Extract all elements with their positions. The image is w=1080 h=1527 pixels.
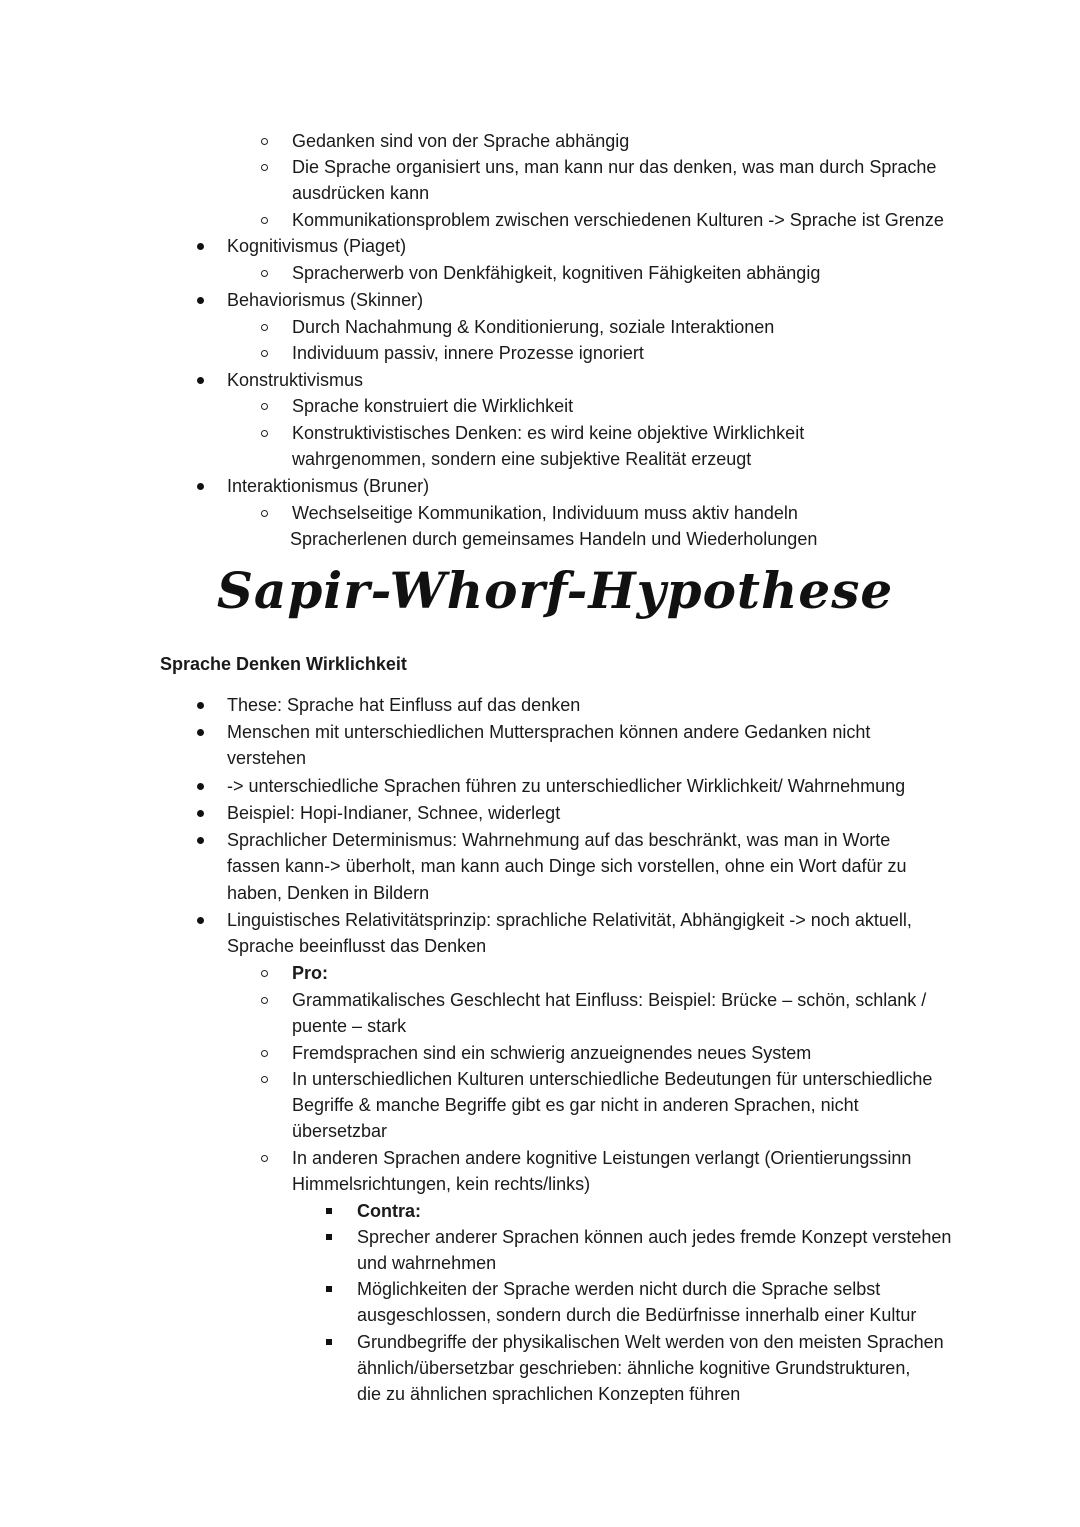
hypothesis-item: Sprachlicher Determinismus: Wahrnehmung auf das beschränkt, was man in Worte: [227, 830, 891, 850]
contra-point: Sprecher anderer Sprachen können auch jedes fremde Konzept verstehen: [357, 1227, 952, 1247]
sublist-item: Kommunikationsproblem zwischen verschiedenen Kulturen -> Sprache ist Grenze: [292, 210, 944, 230]
contra-point: Grundbegriffe der physikalischen Welt werden von den meisten Sprachen: [357, 1332, 944, 1352]
pro-point-cont: puente – stark: [292, 1016, 407, 1036]
hypothesis-item: These: Sprache hat Einfluss auf das denken: [227, 695, 581, 715]
theory-point: Individuum passiv, innere Prozesse ignoriert: [292, 343, 644, 363]
theory-title: Kognitivismus (Piaget): [227, 236, 407, 256]
contra-point-cont: ausgeschlossen, sondern durch die Bedürfnisse innerhalb einer Kultur: [357, 1305, 917, 1325]
sub-bullet: [261, 324, 268, 331]
sub-bullet: [261, 270, 268, 277]
sub-bullet: [261, 1076, 268, 1083]
hypothesis-item: Linguistisches Relativitätsprinzip: sprachliche Relativität, Abhängigkeit -> noch aktuell,: [227, 910, 912, 930]
pro-point: Fremdsprachen sind ein schwierig anzueignendes neues System: [292, 1043, 812, 1063]
theory-title: Interaktionismus (Bruner): [227, 476, 430, 496]
pro-label: Pro:: [292, 963, 328, 983]
contra-point-cont: die zu ähnlichen sprachlichen Konzepten führen: [357, 1384, 741, 1404]
hypothesis-item: Menschen mit unterschiedlichen Muttersprachen können andere Gedanken nicht: [227, 722, 871, 742]
square-bullet: [326, 1234, 332, 1240]
sub-bullet: [261, 217, 268, 224]
theory-title: Behaviorismus (Skinner): [227, 290, 424, 310]
sub-bullet: [261, 403, 268, 410]
theory-title: Konstruktivismus: [227, 370, 364, 390]
bullet: [197, 783, 204, 790]
sub-bullet: [261, 430, 268, 437]
hypothesis-item-cont: verstehen: [227, 748, 307, 768]
sublist-item: Die Sprache organisiert uns, man kann nur das denken, was man durch Sprache: [292, 157, 937, 177]
bullet: [197, 837, 204, 844]
pro-point: Grammatikalisches Geschlecht hat Einfluss: Beispiel: Brücke – schön, schlank /: [292, 990, 927, 1010]
hypothesis-item-cont: fassen kann-> überholt, man kann auch Dinge sich vorstellen, ohne ein Wort dafür zu: [227, 856, 907, 876]
theory-point: Sprache konstruiert die Wirklichkeit: [292, 396, 574, 416]
bullet: [197, 377, 204, 384]
contra-point-cont: ähnlich/übersetzbar geschrieben: ähnliche kognitive Grundstrukturen,: [357, 1358, 911, 1378]
square-bullet: [326, 1286, 332, 1292]
theory-point: Spracherwerb von Denkfähigkeit, kognitiven Fähigkeiten abhängig: [292, 263, 821, 283]
bullet: [197, 297, 204, 304]
bullet: [197, 729, 204, 736]
hypothesis-item-cont: Sprache beeinflusst das Denken: [227, 936, 487, 956]
pro-point: In anderen Sprachen andere kognitive Leistungen verlangt (Orientierungssinn: [292, 1148, 912, 1168]
theory-point: Konstruktivistisches Denken: es wird keine objektive Wirklichkeit: [292, 423, 805, 443]
section-title: Sapir-Whorf-Hypothese: [216, 561, 894, 620]
pro-point-cont: Begriffe & manche Begriffe gibt es gar nicht in anderen Sprachen, nicht: [292, 1095, 859, 1115]
bullet: [197, 243, 204, 250]
bullet: [197, 483, 204, 490]
sub-bullet: [261, 350, 268, 357]
sub-bullet: [261, 997, 268, 1004]
pro-point-cont: übersetzbar: [292, 1121, 388, 1141]
contra-label: Contra:: [357, 1201, 421, 1221]
sub-bullet: [261, 510, 268, 517]
hypothesis-item-cont: haben, Denken in Bildern: [227, 883, 430, 903]
hypothesis-item: Beispiel: Hopi-Indianer, Schnee, widerlegt: [227, 803, 561, 823]
hypothesis-item: -> unterschiedliche Sprachen führen zu unterschiedlicher Wirklichkeit/ Wahrnehmung: [227, 776, 906, 796]
theory-point: Durch Nachahmung & Konditionierung, soziale Interaktionen: [292, 317, 775, 337]
pro-point: In unterschiedlichen Kulturen unterschiedliche Bedeutungen für unterschiedliche: [292, 1069, 933, 1089]
theory-point-cont: Spracherlenen durch gemeinsames Handeln und Wiederholungen: [290, 529, 818, 549]
theory-point-cont: wahrgenommen, sondern eine subjektive Realität erzeugt: [292, 449, 752, 469]
sub-bullet: [261, 138, 268, 145]
bullet: [197, 702, 204, 709]
square-bullet: [326, 1339, 332, 1345]
sublist-item: Gedanken sind von der Sprache abhängig: [292, 131, 630, 151]
pro-point-cont: Himmelsrichtungen, kein rechts/links): [292, 1174, 591, 1194]
bullet: [197, 810, 204, 817]
contra-point-cont: und wahrnehmen: [357, 1253, 497, 1273]
sub-bullet: [261, 1155, 268, 1162]
square-bullet: [326, 1208, 332, 1214]
bullet: [197, 917, 204, 924]
sub-bullet: [261, 970, 268, 977]
sublist-item-cont: ausdrücken kann: [292, 183, 430, 203]
section-heading: Sprache Denken Wirklichkeit: [160, 654, 407, 674]
sub-bullet: [261, 164, 268, 171]
sub-bullet: [261, 1050, 268, 1057]
theory-point: Wechselseitige Kommunikation, Individuum muss aktiv handeln: [292, 503, 798, 523]
contra-point: Möglichkeiten der Sprache werden nicht durch die Sprache selbst: [357, 1279, 881, 1299]
